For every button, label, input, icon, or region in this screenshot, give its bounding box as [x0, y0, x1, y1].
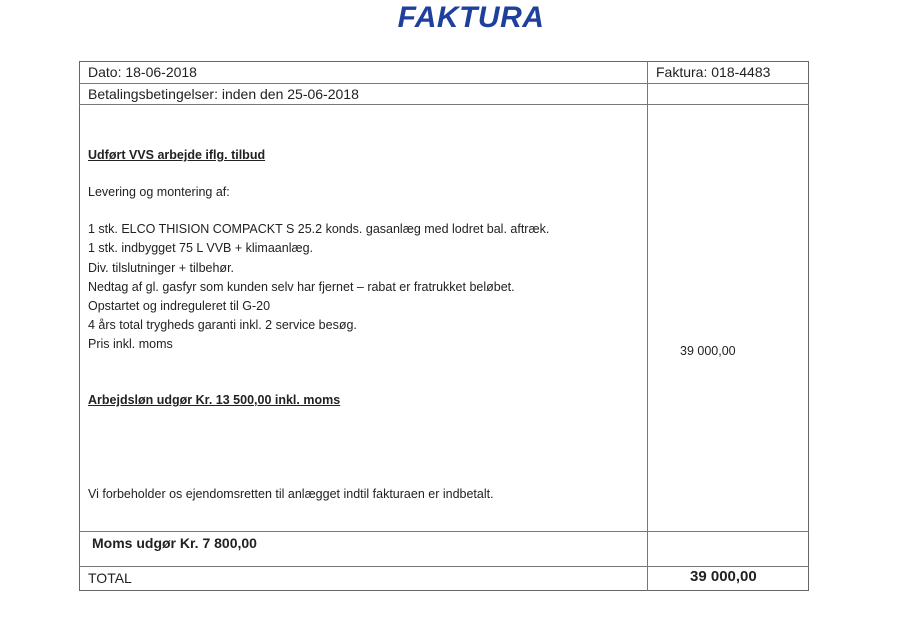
ownership-note: Vi forbeholder os ejendomsretten til anlægget indtil fakturaen er indbetalt. — [88, 487, 494, 501]
document-title: FAKTURA — [397, 1, 545, 34]
total-label: TOTAL — [88, 570, 132, 586]
divider — [79, 83, 809, 84]
divider — [79, 104, 809, 105]
line-item: 1 stk. ELCO THISION COMPACKT S 25.2 konds. gasanlæg med lodret bal. aftræk. — [88, 222, 550, 236]
vat-amount: Moms udgør Kr. 7 800,00 — [92, 535, 257, 551]
line-item: 1 stk. indbygget 75 L VVB + klimaanlæg. — [88, 241, 314, 255]
labor-note: Arbejdsløn udgør Kr. 13 500,00 inkl. moms — [88, 393, 341, 407]
line-item: Div. tilslutninger + tilbehør. — [88, 261, 235, 275]
line-item: Pris inkl. moms — [88, 337, 173, 351]
payment-terms: Betalingsbetingelser: inden den 25-06-2018 — [88, 86, 359, 102]
line-item: 4 års total trygheds garanti inkl. 2 service besøg. — [88, 318, 357, 332]
invoice-date: Dato: 18-06-2018 — [88, 64, 197, 80]
line-item: Opstartet og indreguleret til G-20 — [88, 299, 271, 313]
divider — [79, 566, 809, 567]
intro-text: Levering og montering af: — [88, 185, 230, 199]
invoice-number: Faktura: 018-4483 — [656, 64, 771, 80]
work-heading: Udført VVS arbejde iflg. tilbud — [88, 148, 266, 162]
price-value: 39 000,00 — [680, 344, 736, 358]
column-divider — [647, 61, 648, 591]
total-amount: 39 000,00 — [690, 568, 757, 585]
divider — [79, 531, 809, 532]
line-item: Nedtag af gl. gasfyr som kunden selv har fjernet – rabat er fratrukket beløbet. — [88, 280, 515, 294]
